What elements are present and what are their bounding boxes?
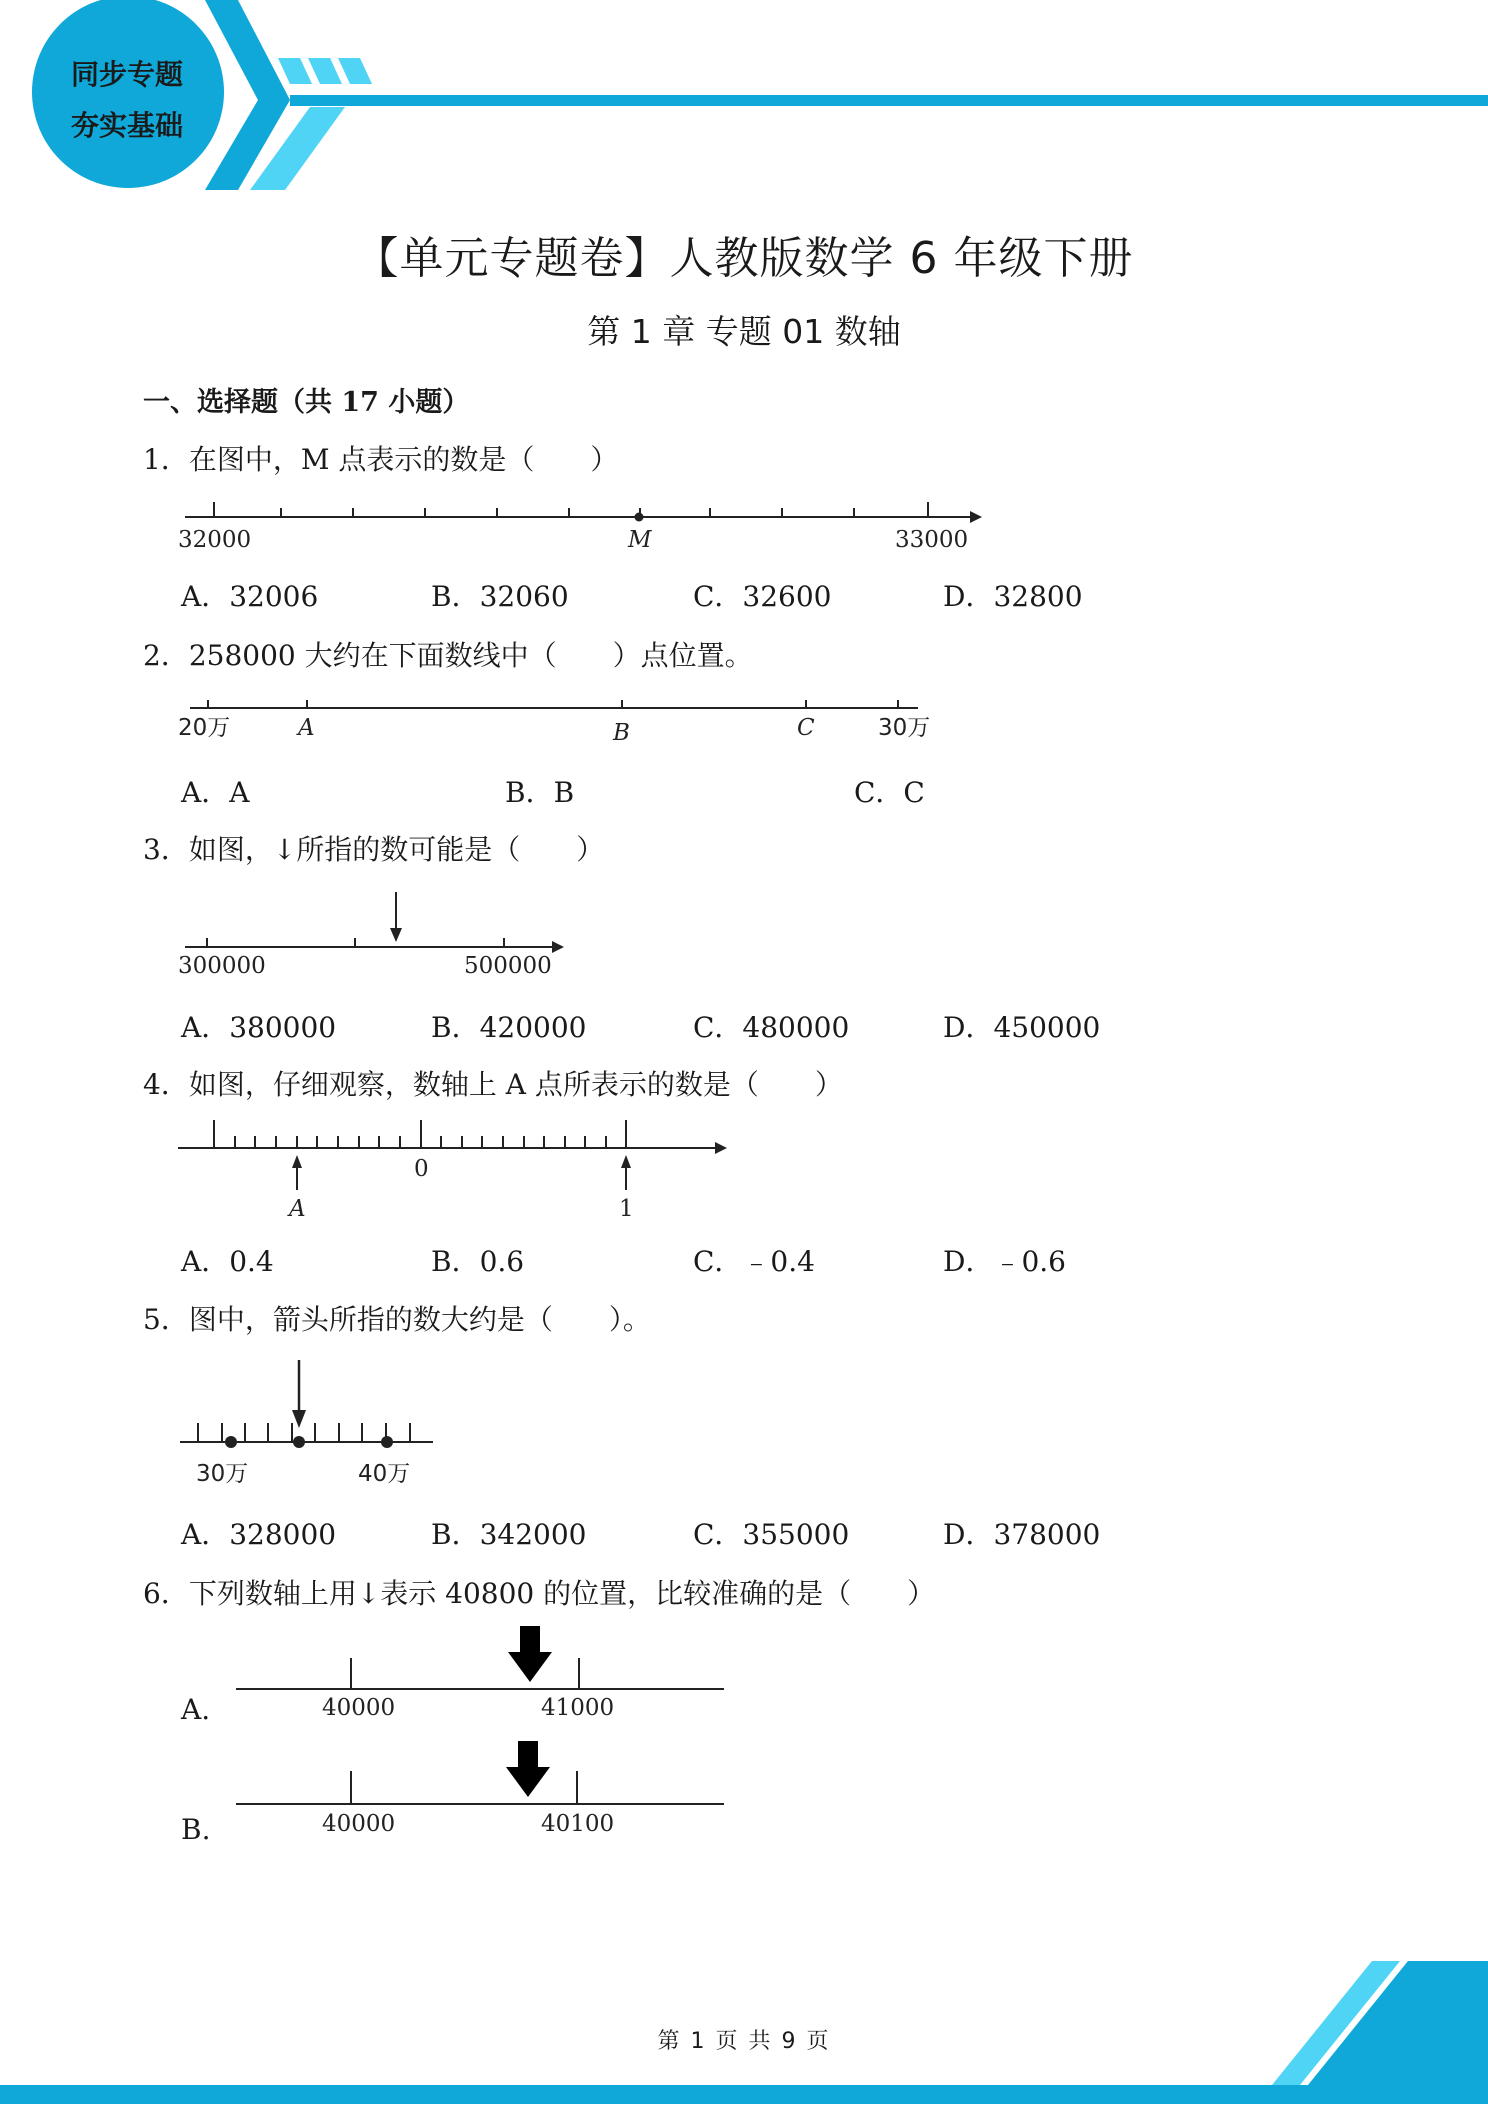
question-4-option-d[interactable]: D．﹣0.6 bbox=[943, 1245, 1066, 1278]
question-2-option-a[interactable]: A．A bbox=[181, 776, 250, 809]
question-2-number-line bbox=[170, 690, 950, 750]
question-1-option-b[interactable]: B．32060 bbox=[431, 580, 569, 613]
question-6-option-a-number-line[interactable] bbox=[230, 1620, 730, 1725]
question-4-stem: 4．如图，仔细观察，数轴上 A 点所表示的数是（ ） bbox=[143, 1068, 843, 1101]
header-badge-circle bbox=[32, 0, 224, 188]
up-arrow-a-icon bbox=[292, 1155, 302, 1190]
axis-label-left: 40000 bbox=[322, 1811, 396, 1837]
question-4-option-c[interactable]: C．﹣0.4 bbox=[693, 1245, 815, 1278]
question-3-option-b[interactable]: B．420000 bbox=[431, 1011, 587, 1044]
page-title: 【单元专题卷】人教版数学 6 年级下册 bbox=[354, 233, 1134, 284]
axis-label-b: B bbox=[613, 720, 630, 746]
axis-label-right: 30万 bbox=[878, 715, 931, 741]
axis-label-right: 40万 bbox=[358, 1461, 411, 1487]
header-bar bbox=[290, 95, 1488, 106]
question-1-option-a[interactable]: A．32006 bbox=[181, 580, 319, 613]
axis-label-a: A bbox=[298, 715, 315, 741]
axis-label-one: 1 bbox=[619, 1196, 634, 1222]
up-arrow-one-icon bbox=[621, 1155, 631, 1190]
axis-label-right: 33000 bbox=[895, 527, 969, 553]
axis-label-zero: 0 bbox=[414, 1156, 429, 1182]
question-1-stem: 1．在图中，M 点表示的数是（ ） bbox=[143, 443, 619, 476]
bold-down-arrow-icon bbox=[506, 1741, 550, 1797]
question-6-option-a-label[interactable]: A. bbox=[181, 1693, 211, 1726]
axis-label-left: 32000 bbox=[178, 527, 252, 553]
axis-label-left: 40000 bbox=[322, 1695, 396, 1721]
question-5-stem: 5．图中，箭头所指的数大约是（ ）。 bbox=[143, 1303, 651, 1336]
question-5-number-line bbox=[170, 1355, 450, 1490]
axis-label-right: 500000 bbox=[464, 953, 552, 979]
question-4-option-a[interactable]: A．0.4 bbox=[181, 1245, 274, 1278]
question-3-option-a[interactable]: A．380000 bbox=[181, 1011, 337, 1044]
question-3-number-line bbox=[170, 890, 590, 980]
question-5-option-c[interactable]: C．355000 bbox=[693, 1518, 850, 1551]
header-decoration bbox=[0, 0, 1488, 200]
question-5-option-d[interactable]: D．378000 bbox=[943, 1518, 1101, 1551]
question-5-option-b[interactable]: B．342000 bbox=[431, 1518, 587, 1551]
axis-label-left: 20万 bbox=[178, 715, 231, 741]
question-1-option-d[interactable]: D．32800 bbox=[943, 580, 1083, 613]
down-arrow-icon bbox=[390, 892, 402, 942]
question-3-option-d[interactable]: D．450000 bbox=[943, 1011, 1101, 1044]
question-6-option-b-label[interactable]: B. bbox=[181, 1813, 211, 1846]
badge-line1: 同步专题 bbox=[70, 58, 183, 91]
question-5-option-a[interactable]: A．328000 bbox=[181, 1518, 337, 1551]
axis-label-right: 40100 bbox=[541, 1811, 615, 1837]
section-heading: 一、选择题（共 17 小题） bbox=[143, 387, 470, 418]
question-6-option-b-number-line[interactable] bbox=[230, 1735, 730, 1840]
question-3-option-c[interactable]: C．480000 bbox=[693, 1011, 850, 1044]
question-1-number-line bbox=[170, 490, 990, 560]
down-arrow-icon bbox=[292, 1360, 306, 1428]
axis-label-c: C bbox=[797, 715, 815, 741]
bold-down-arrow-icon bbox=[508, 1626, 552, 1682]
question-2-stem: 2．258000 大约在下面数线中（ ）点位置。 bbox=[143, 639, 753, 672]
footer-bar bbox=[0, 2085, 1488, 2104]
question-3-stem: 3．如图，↓所指的数可能是（ ） bbox=[143, 833, 605, 866]
question-2-option-b[interactable]: B．B bbox=[505, 776, 575, 809]
axis-label-left: 30万 bbox=[196, 1461, 249, 1487]
point-m-dot bbox=[635, 513, 644, 522]
question-6-stem: 6．下列数轴上用↓表示 40800 的位置，比较准确的是（ ） bbox=[143, 1577, 936, 1610]
axis-label-right: 41000 bbox=[541, 1695, 615, 1721]
question-1-option-c[interactable]: C．32600 bbox=[693, 580, 832, 613]
axis-label-point: M bbox=[628, 527, 652, 553]
page-subtitle: 第 1 章 专题 01 数轴 bbox=[587, 312, 901, 351]
question-4-number-line bbox=[170, 1110, 730, 1225]
badge-line2: 夯实基础 bbox=[70, 109, 183, 142]
axis-label-a: A bbox=[289, 1196, 306, 1222]
question-4-option-b[interactable]: B．0.6 bbox=[431, 1245, 525, 1278]
axis-label-left: 300000 bbox=[178, 953, 266, 979]
page-number: 第 1 页 共 9 页 bbox=[657, 2029, 831, 2054]
question-2-option-c[interactable]: C．C bbox=[854, 776, 925, 809]
